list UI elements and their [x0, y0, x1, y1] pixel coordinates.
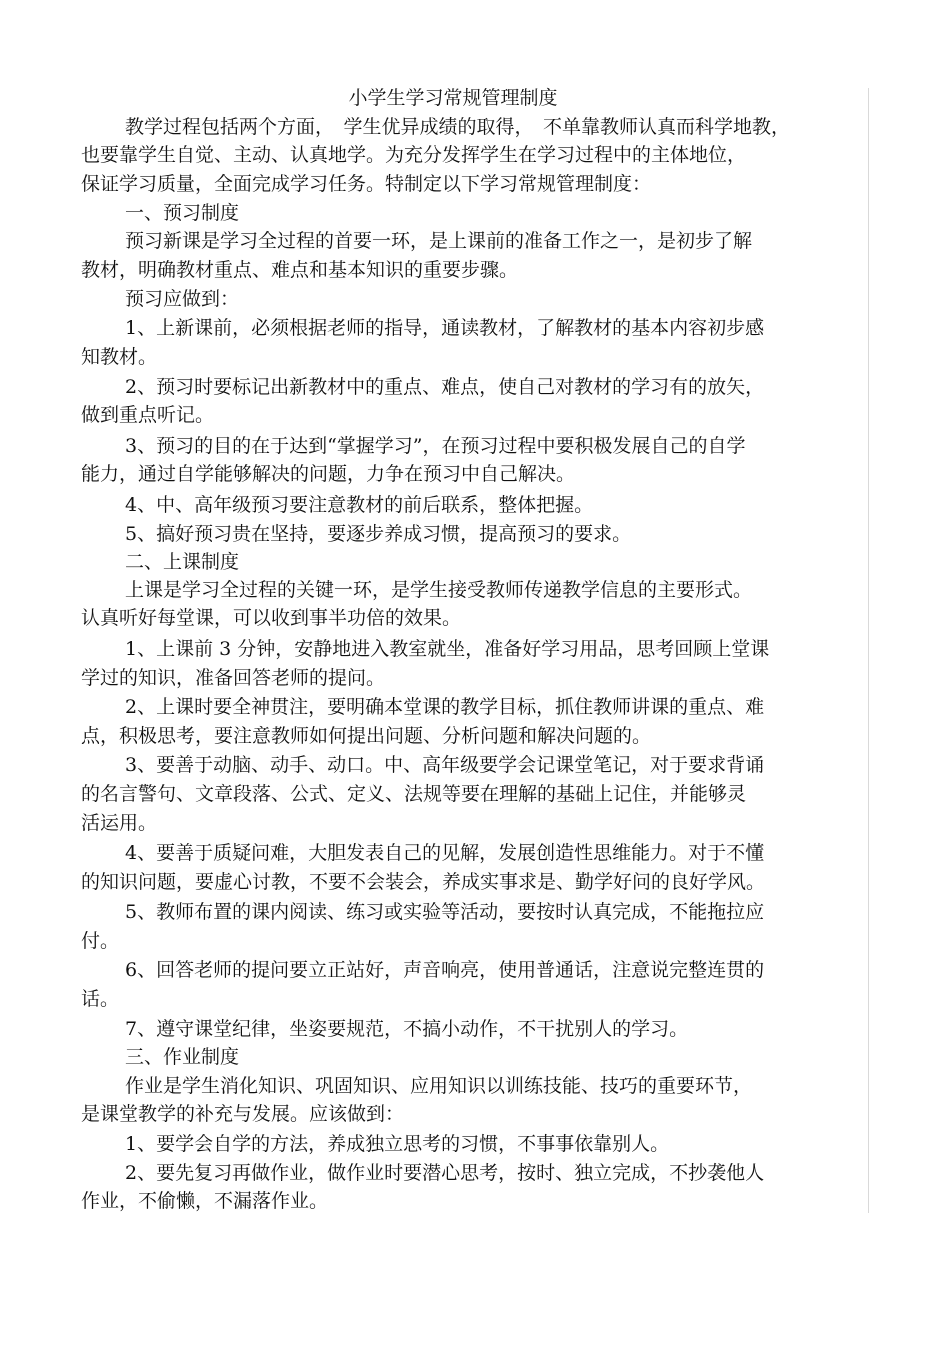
text-line: 知教材。	[81, 346, 158, 368]
text-line: 1、要学会自学的方法，养成独立思考的习惯，不事事依靠别人。	[125, 1133, 670, 1155]
text-line: 预习应做到：	[125, 288, 240, 310]
text-line: 2、预习时要标记出新教材中的重点、难点，使自己对教材的学习有的放矢，	[125, 376, 765, 398]
text-line: 3、要善于动脑、动手、动口。中、高年级要学会记课堂笔记，对于要求背诵	[125, 754, 765, 776]
text-line: 三、作业制度	[125, 1046, 240, 1068]
text-line: 是课堂教学的补充与发展。应该做到：	[81, 1103, 405, 1125]
text-line: 1、上课前 3 分钟，安静地进入教室就坐，准备好学习用品，思考回顾上堂课	[125, 638, 770, 660]
text-line: 话。	[81, 988, 120, 1010]
text-line: 2、上课时要全神贯注，要明确本堂课的教学目标，抓住教师讲课的重点、难	[125, 696, 765, 718]
text-line: 5、教师布置的课内阅读、练习或实验等活动，要按时认真完成，不能拖拉应	[125, 901, 765, 923]
page-edge-line	[868, 88, 869, 1213]
text-line: 教学过程包括两个方面， 学生优异成绩的取得， 不单靠教师认真而科学地教，	[125, 116, 791, 138]
text-line: 二、上课制度	[125, 551, 240, 573]
text-line: 保证学习质量，全面完成学习任务。特制定以下学习常规管理制度：	[81, 173, 652, 195]
text-line: 一、预习制度	[125, 202, 240, 224]
text-line: 能力，通过自学能够解决的问题，力争在预习中自己解决。	[81, 463, 576, 485]
text-line: 预习新课是学习全过程的首要一环，是上课前的准备工作之一，是初步了解	[125, 230, 753, 252]
text-line: 3、预习的目的在于达到“掌握学习”，在预习过程中要积极发展自己的自学	[125, 435, 746, 457]
page-title: 小学生学习常规管理制度	[348, 87, 558, 109]
text-line: 4、要善于质疑问难，大胆发表自己的见解，发展创造性思维能力。对于不懂	[125, 842, 765, 864]
text-line: 学过的知识，准备回答老师的提问。	[81, 667, 386, 689]
text-line: 的名言警句、文章段落、公式、定义、法规等要在理解的基础上记住，并能够灵	[81, 783, 747, 805]
text-line: 5、搞好预习贵在坚持，要逐步养成习惯，提高预习的要求。	[125, 523, 632, 545]
text-line: 做到重点听记。	[81, 404, 215, 426]
text-line: 教材，明确教材重点、难点和基本知识的重要步骤。	[81, 259, 519, 281]
text-line: 6、回答老师的提问要立正站好，声音响亮，使用普通话，注意说完整连贯的	[125, 959, 765, 981]
text-line: 也要靠学生自觉、主动、认真地学。为充分发挥学生在学习过程中的主体地位，	[81, 144, 747, 166]
text-line: 认真听好每堂课，可以收到事半功倍的效果。	[81, 607, 462, 629]
text-line: 2、要先复习再做作业，做作业时要潜心思考，按时、独立完成，不抄袭他人	[125, 1162, 765, 1184]
text-line: 上课是学习全过程的关键一环，是学生接受教师传递教学信息的主要形式。	[125, 579, 753, 601]
text-line: 4、中、高年级预习要注意教材的前后联系，整体把握。	[125, 494, 594, 516]
text-line: 的知识问题，要虚心讨教，不要不会装会，养成实事求是、勤学好问的良好学风。	[81, 871, 766, 893]
text-line: 付。	[81, 930, 120, 952]
text-line: 点，积极思考，要注意教师如何提出问题、分析问题和解决问题的。	[81, 725, 652, 747]
text-line: 作业是学生消化知识、巩固知识、应用知识以训练技能、技巧的重要环节，	[125, 1075, 753, 1097]
text-line: 1、上新课前，必须根据老师的指导，通读教材，了解教材的基本内容初步感	[125, 317, 765, 339]
text-line: 作业，不偷懒，不漏落作业。	[81, 1190, 329, 1212]
text-line: 活运用。	[81, 812, 158, 834]
text-line: 7、遵守课堂纪律，坐姿要规范，不搞小动作，不干扰别人的学习。	[125, 1018, 689, 1040]
